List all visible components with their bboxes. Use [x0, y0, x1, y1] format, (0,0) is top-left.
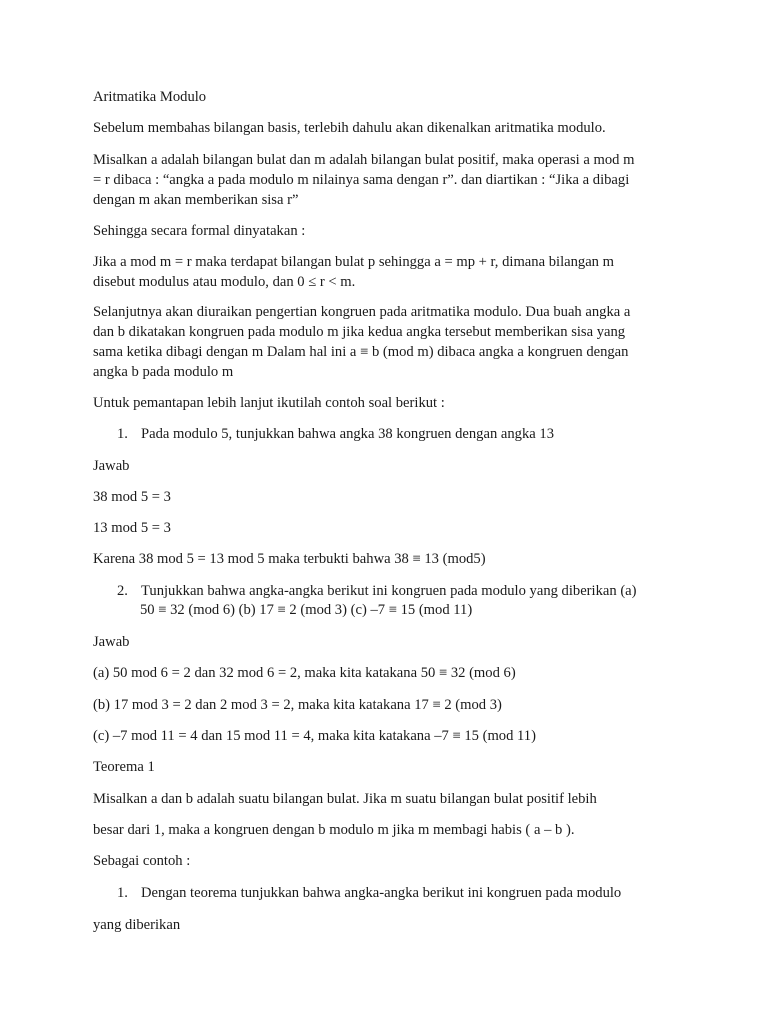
- answer-c: (c) –7 mod 11 = 4 dan 15 mod 11 = 4, maka kita katakana –7 ≡ 15 (mod 11): [93, 728, 536, 744]
- theorem-line-2: besar dari 1, maka a kongruen dengan b modulo m jika m membagi habis ( a – b ).: [93, 822, 575, 838]
- list-item-text: Tunjukkan bahwa angka-angka berikut ini kongruen pada modulo yang diberikan (a): [141, 583, 637, 599]
- list-item-1: [117, 424, 554, 444]
- jawab-label-1: Jawab: [93, 458, 130, 474]
- theorem-heading: Teorema 1: [93, 759, 155, 775]
- answer-a: (a) 50 mod 6 = 2 dan 32 mod 6 = 2, maka kita katakana 50 ≡ 32 (mod 6): [93, 665, 516, 681]
- answer-b: (b) 17 mod 3 = 2 dan 2 mod 3 = 2, maka kita katakana 17 ≡ 2 (mod 3): [93, 697, 502, 713]
- paragraph-selanjutnya-line-1: Selanjutnya akan diuraikan pengertian kongruen pada aritmatika modulo. Dua buah angka a: [93, 304, 631, 320]
- paragraph-pemantapan: Untuk pemantapan lebih lanjut ikutilah contoh soal berikut :: [93, 395, 445, 411]
- paragraph-formal: Sehingga secara formal dinyatakan :: [93, 223, 306, 239]
- paragraph-misalkan-line-2: = r dibaca : “angka a pada modulo m nilainya sama dengan r”. dan diartikan : “Jika a dibagi: [93, 172, 630, 188]
- list-number: 1.: [117, 426, 128, 442]
- list-number: 2.: [117, 583, 128, 599]
- paragraph-intro: Sebelum membahas bilangan basis, terlebih dahulu akan dikenalkan aritmatika modulo.: [93, 120, 606, 136]
- list-item-2-continuation: 50 ≡ 32 (mod 6) (b) 17 ≡ 2 (mod 3) (c) –7 ≡ 15 (mod 11): [140, 602, 473, 618]
- paragraph-selanjutnya-line-2: dan b dikatakan kongruen pada modulo m jika kedua angka tersebut memberikan sisa yang: [93, 324, 626, 340]
- list-item-3: [117, 883, 621, 903]
- paragraph-jika-line-2: disebut modulus atau modulo, dan 0 ≤ r < m.: [93, 274, 356, 290]
- list-item-3-continuation: yang diberikan: [93, 917, 181, 933]
- paragraph-selanjutnya-line-3: sama ketika dibagi dengan m Dalam hal ini a ≡ b (mod m) dibaca angka a kongruen dengan: [93, 344, 629, 360]
- paragraph-misalkan-line-1: Misalkan a adalah bilangan bulat dan m adalah bilangan bulat positif, maka operasi a mod m: [93, 152, 635, 168]
- theorem-line-1: Misalkan a dan b adalah suatu bilangan bulat. Jika m suatu bilangan bulat positif lebih: [93, 791, 597, 807]
- paragraph-misalkan-line-3: dengan m akan memberikan sisa r”: [93, 192, 299, 208]
- list-item-text: Pada modulo 5, tunjukkan bahwa angka 38 kongruen dengan angka 13: [141, 426, 554, 442]
- jawab-label-2: Jawab: [93, 634, 130, 650]
- list-item-text: Dengan teorema tunjukkan bahwa angka-angka berikut ini kongruen pada modulo: [141, 885, 622, 901]
- calculation-2: 13 mod 5 = 3: [93, 520, 171, 536]
- list-number: 1.: [117, 885, 128, 901]
- paragraph-jika-line-1: Jika a mod m = r maka terdapat bilangan bulat p sehingga a = mp + r, dimana bilangan m: [93, 254, 614, 270]
- calculation-1: 38 mod 5 = 3: [93, 489, 171, 505]
- example-heading: Sebagai contoh :: [93, 853, 191, 869]
- list-item-2: [117, 581, 637, 601]
- conclusion-karena: Karena 38 mod 5 = 13 mod 5 maka terbukti bahwa 38 ≡ 13 (mod5): [93, 551, 486, 567]
- document-title: Aritmatika Modulo: [93, 89, 207, 105]
- paragraph-selanjutnya-line-4: angka b pada modulo m: [93, 364, 234, 380]
